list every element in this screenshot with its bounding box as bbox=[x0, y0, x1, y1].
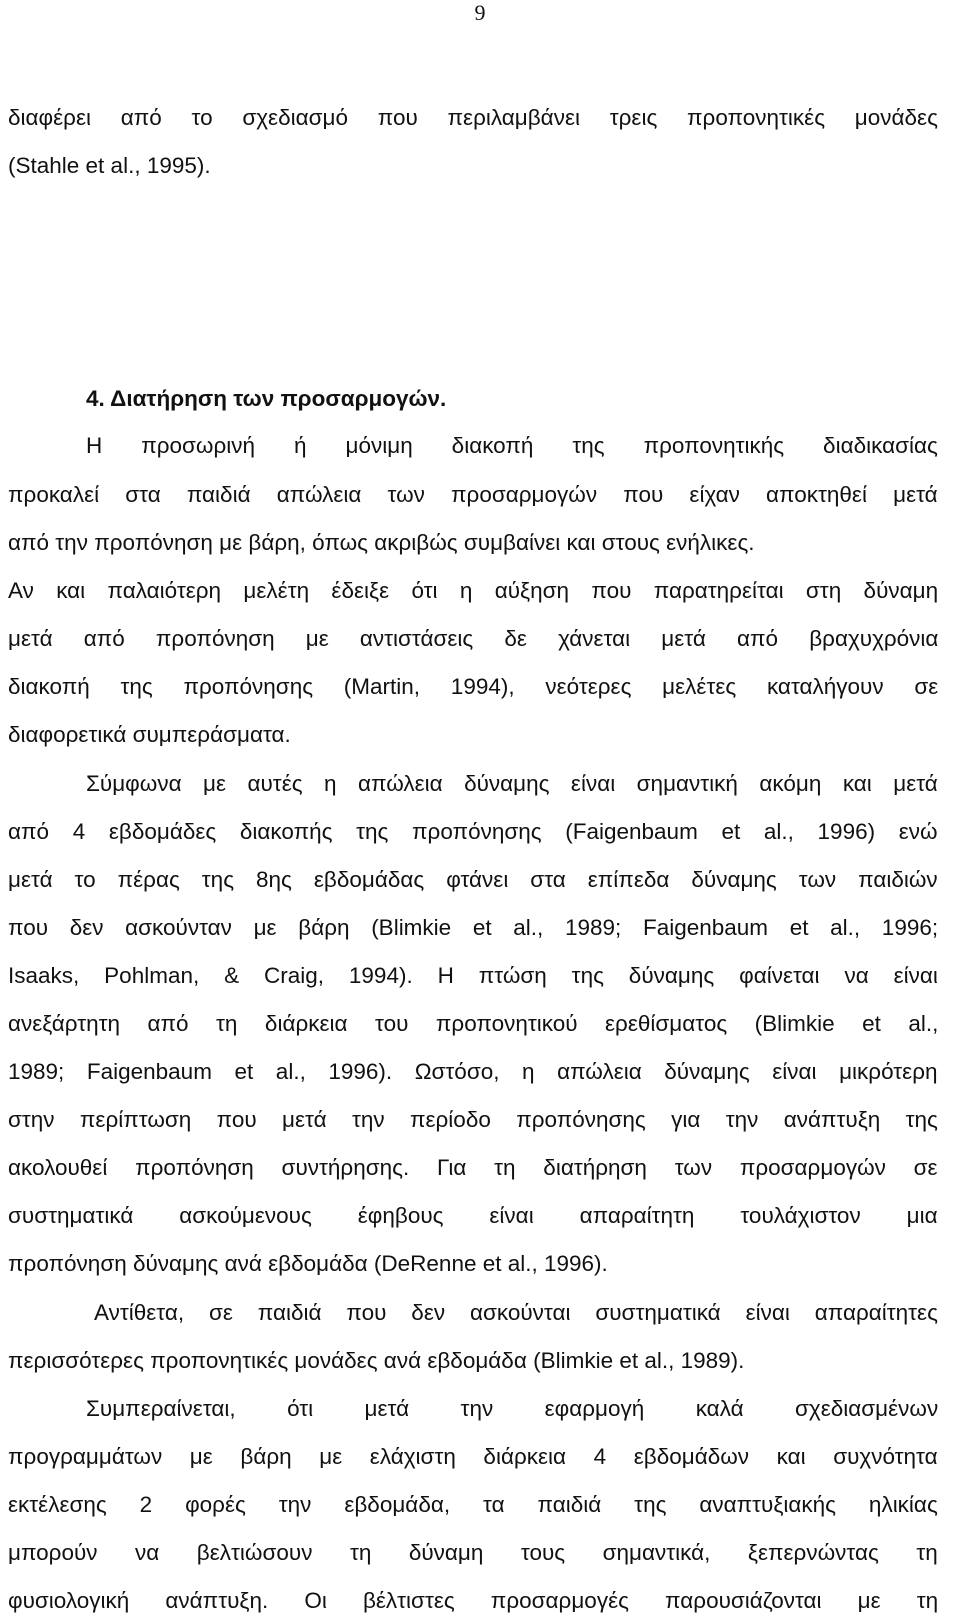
text-line: μπορούν να βελτιώσουν τη δύναμη τους σημαντικά, ξεπερνώντας τη bbox=[8, 1540, 938, 1565]
text-line: Συμπεραίνεται, ότι μετά την εφαρμογή καλά σχεδιασμένων bbox=[86, 1396, 939, 1421]
text-line: διακοπή της προπόνησης (Martin, 1994), νεότερες μελέτες καταλήγουν σε bbox=[8, 674, 939, 699]
text-line: ακολουθεί προπόνηση συντήρησης. Για τη διατήρηση των προσαρμογών σε bbox=[8, 1155, 938, 1180]
text-line: που δεν ασκούνταν με βάρη (Blimkie et al., 1989; Faigenbaum et al., 1996; bbox=[8, 915, 939, 940]
text-line: φυσιολογική ανάπτυξη. Οι βέλτιστες προσαρμογές παρουσιάζονται με τη bbox=[8, 1588, 939, 1613]
section-heading: 4. Διατήρηση των προσαρμογών. bbox=[86, 386, 447, 411]
text-line: προπόνηση δύναμης ανά εβδομάδα (DeRenne et al., 1996). bbox=[8, 1251, 608, 1276]
text-line: 1989; Faigenbaum et al., 1996). Ωστόσο, η απώλεια δύναμης είναι μικρότερη bbox=[8, 1059, 938, 1084]
text-line: διαφορετικά συμπεράσματα. bbox=[8, 722, 291, 747]
text-line: Η προσωρινή ή μόνιμη διακοπή της προπονητικής διαδικασίας bbox=[86, 433, 938, 458]
text-line: Αν και παλαιότερη μελέτη έδειξε ότι η αύξηση που παρατηρείται στη δύναμη bbox=[8, 578, 939, 603]
text-line: συστηματικά ασκούμενους έφηβους είναι απαραίτητη τουλάχιστον μια bbox=[8, 1203, 938, 1228]
text-line: (Stahle et al., 1995). bbox=[8, 153, 211, 178]
page-number: 9 bbox=[474, 0, 486, 25]
text-line: ανεξάρτητη από τη διάρκεια του προπονητικού ερεθίσματος (Blimkie et al., bbox=[8, 1011, 939, 1036]
text-line: εκτέλεσης 2 φορές την εβδομάδα, τα παιδιά της αναπτυξιακής ηλικίας bbox=[8, 1492, 938, 1517]
text-line: προκαλεί στα παιδιά απώλεια των προσαρμογών που είχαν αποκτηθεί μετά bbox=[8, 482, 938, 507]
text-line: μετά το πέρας της 8ης εβδομάδας φτάνει στα επίπεδα δύναμης των παιδιών bbox=[8, 867, 938, 892]
text-line: διαφέρει από το σχεδιασμό που περιλαμβάνει τρεις προπονητικές μονάδες bbox=[8, 105, 938, 130]
text-line: Σύμφωνα με αυτές η απώλεια δύναμης είναι σημαντική ακόμη και μετά bbox=[86, 771, 938, 796]
text-line: μετά από προπόνηση με αντιστάσεις δε χάνεται μετά από βραχυχρόνια bbox=[8, 626, 939, 651]
text-line: προγραμμάτων με βάρη με ελάχιστη διάρκεια 4 εβδομάδων και συχνότητα bbox=[8, 1444, 938, 1469]
text-line: στην περίπτωση που μετά την περίοδο προπόνησης για την ανάπτυξη της bbox=[8, 1107, 938, 1132]
text-line: περισσότερες προπονητικές μονάδες ανά εβδομάδα (Blimkie et al., 1989). bbox=[8, 1348, 745, 1373]
text-line: Αντίθετα, σε παιδιά που δεν ασκούνται συστηματικά είναι απαραίτητες bbox=[94, 1300, 938, 1325]
text-line: από την προπόνηση με βάρη, όπως ακριβώς συμβαίνει και στους ενήλικες. bbox=[8, 530, 755, 555]
text-line: από 4 εβδομάδες διακοπής της προπόνησης (Faigenbaum et al., 1996) ενώ bbox=[8, 819, 938, 844]
text-line: Isaaks, Pohlman, & Craig, 1994). Η πτώση της δύναμης φαίνεται να είναι bbox=[8, 963, 938, 988]
